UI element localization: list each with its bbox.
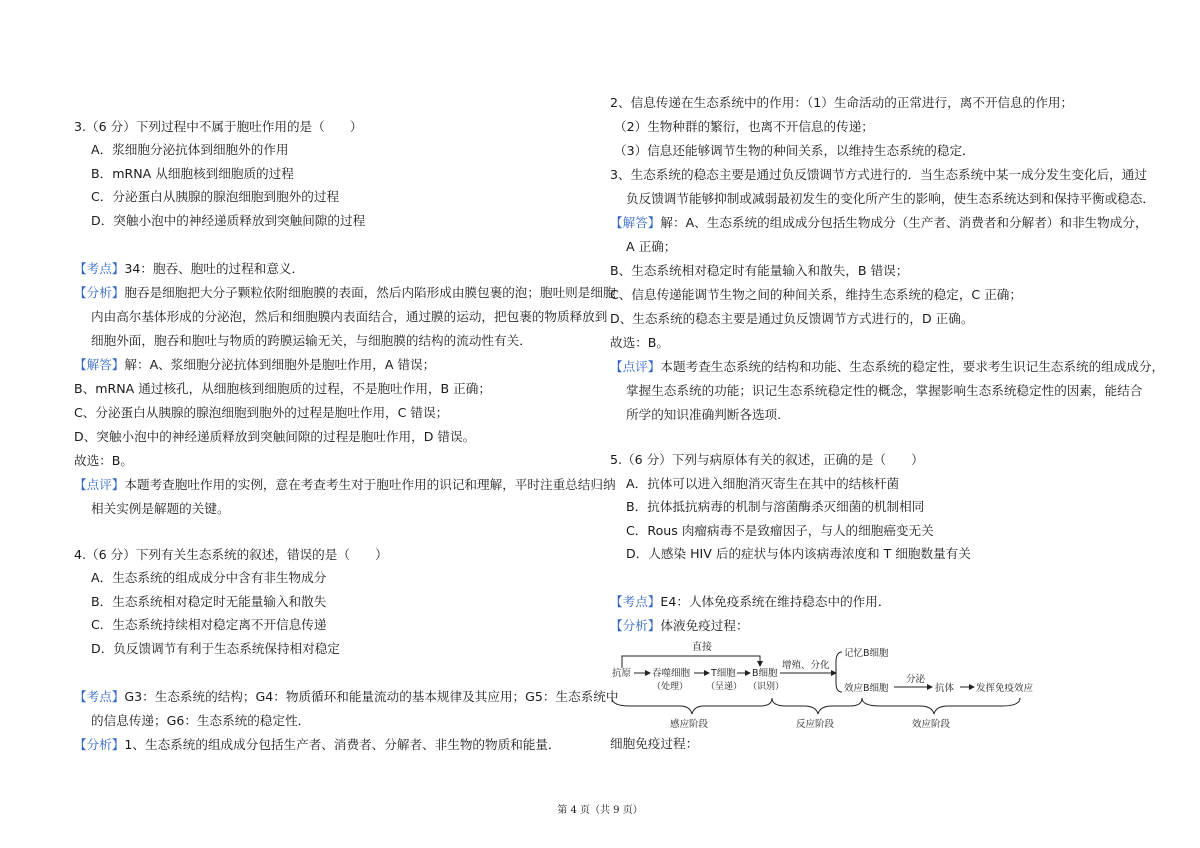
q4-jieda-b: B、生态系统相对稳定时有能量输入和散失，B 错误； (610, 263, 909, 278)
kaodian-tag: 【考点】 (74, 261, 125, 276)
q3-stem: 3.（6 分）下列过程中不属于胞吐作用的是（ ） (74, 119, 363, 134)
q4-fenxi-3: 3、生态系统的稳态主要是通过负反馈调节方式进行的．当生态系统中某一成分发生变化后，通过 (610, 167, 1147, 182)
q5-stem: 5.（6 分）下列与病原体有关的叙述，正确的是（ ） (610, 452, 924, 467)
q4-dianping-line2: 掌握生态系统的功能；识记生态系统稳定性的概念，掌握影响生态系统稳定性的因素，能结合 (626, 383, 1143, 398)
q5-option-b: B．抗体抵抗病毒的机制与溶菌酶杀灭细菌的机制相同 (626, 499, 925, 514)
fenxi-tag: 【分析】 (74, 285, 125, 300)
q4-fenxi: 【分析】1、生态系统的组成成分包括生产者、消费者、分解者、非生物的物质和能量． (74, 737, 561, 752)
diagram-bcell: B细胞 (752, 668, 778, 679)
dianping-tag: 【点评】 (74, 477, 125, 492)
q5-option-a: A．抗体可以进入细胞消灭寄生在其中的结核杆菌 (626, 476, 900, 491)
diagram-effector-bcell: 效应B细胞 (844, 683, 889, 694)
diagram-bcell-sub: （识别） (748, 682, 785, 692)
diagram-memory-bcell: 记忆B细胞 (844, 648, 889, 659)
diagram-tcell: T细胞 (711, 668, 736, 679)
q5-option-c: C．Rous 肉瘤病毒不是致瘤因子，与人的细胞癌变无关 (626, 523, 934, 538)
diagram-antibody: 抗体 (935, 683, 955, 694)
q3-option-b: B．mRNA 从细胞核到细胞质的过程 (91, 166, 294, 181)
diagram-secrete: 分泌 (906, 674, 926, 685)
jieda-tag: 【解答】 (74, 357, 125, 372)
q5-kaodian: 【考点】E4：人体免疫系统在维持稳态中的作用． (610, 594, 891, 609)
q3-jieda-c: C、分泌蛋白从胰腺的腺泡细胞到胞外的过程是胞吐作用，C 错误； (74, 405, 449, 420)
q4-fenxi-2-2: （3）信息还能够调节生物的种间关系，以维持生态系统的稳定． (614, 143, 975, 158)
q3-dianping-line2: 相关实例是解题的关键。 (91, 501, 230, 516)
fenxi-tag: 【分析】 (610, 618, 661, 633)
q4-answer: 故选：B。 (610, 335, 670, 350)
dianping-tag: 【点评】 (610, 359, 661, 374)
q4-kaodian: 【考点】G3：生态系统的结构；G4：物质循环和能量流动的基本规律及其应用；G5：生态系统中 (74, 689, 619, 704)
q3-kaodian: 【考点】34：胞吞、胞吐的过程和意义． (74, 261, 305, 276)
q4-fenxi-2-1: （2）生物种群的繁衍，也离不开信息的传递； (614, 119, 874, 134)
diagram-phagocyte-sub: （处理） (652, 682, 689, 692)
q4-option-d: D．负反馈调节有利于生态系统保持相对稳定 (91, 641, 340, 656)
q3-dianping: 【点评】本题考查胞吐作用的实例，意在考查考生对于胞吐作用的识记和理解，平时注重总结归纳 (74, 477, 616, 492)
q4-option-a: A．生态系统的组成成分中含有非生物成分 (91, 570, 327, 585)
humoral-immunity-diagram (610, 640, 1046, 732)
diagram-stage-effect: 效应阶段 (912, 719, 951, 730)
q4-jieda-a: A 正确； (626, 239, 677, 254)
q4-option-c: C．生态系统持续相对稳定离不开信息传递 (91, 617, 327, 632)
diagram-tcell-sub: （呈递） (706, 682, 743, 692)
q5-option-d: D．人感染 HIV 后的症状与体内该病毒浓度和 T 细胞数量有关 (626, 546, 971, 561)
q3-answer: 故选：B。 (74, 453, 134, 468)
q4-dianping-line3: 所学的知识准确判断各选项. (626, 407, 782, 422)
q3-fenxi-line2: 内由高尔基体形成的分泌泡，然后和细胞膜内表面结合，通过膜的运动，把包裹的物质释放到 (91, 309, 608, 324)
q4-jieda-d: D、生态系统的稳态主要是通过负反馈调节方式进行的，D 正确。 (610, 311, 974, 326)
diagram-effect: 发挥免疫效应 (976, 683, 1034, 694)
q3-fenxi: 【分析】胞吞是细胞把大分子颗粒依附细胞膜的表面，然后内陷形成由膜包裹的泡；胞吐则是细胞 (74, 285, 616, 300)
q4-dianping: 【点评】本题考查生态系统的结构和功能、生态系统的稳定性，要求考生识记生态系统的组成成分， (610, 359, 1165, 374)
diagram-proliferate: 增殖、分化 (782, 660, 830, 671)
kaodian-tag: 【考点】 (610, 594, 661, 609)
q3-fenxi-line3: 细胞外面，胞吞和胞吐与物质的跨膜运输无关，与细胞膜的结构的流动性有关． (91, 333, 532, 348)
q3-jieda: 【解答】解：A、浆细胞分泌抗体到细胞外是胞吐作用，A 错误； (74, 357, 436, 372)
jieda-tag: 【解答】 (610, 215, 661, 230)
diagram-stage-sensing: 感应阶段 (670, 719, 709, 730)
q5-fenxi: 【分析】体液免疫过程： (610, 618, 749, 633)
q4-jieda-c: C、信息传递能调节生物之间的种间关系，维持生态系统的稳定，C 正确； (610, 287, 1022, 302)
q3-option-d: D．突触小泡中的神经递质释放到突触间隙的过程 (91, 213, 366, 228)
q4-option-b: B．生态系统相对稳定时无能量输入和散失 (91, 594, 327, 609)
q3-jieda-d: D、突触小泡中的神经递质释放到突触间隙的过程是胞吐作用，D 错误。 (74, 429, 476, 444)
q4-fenxi-2: 2、信息传递在生态系统中的作用：（1）生命活动的正常进行，离不开信息的作用； (610, 95, 1074, 110)
q4-jieda: 【解答】解：A、生态系统的组成成分包括生物成分（生产者、消费者和分解者）和非生物成分， (610, 215, 1148, 230)
q3-option-a: A．浆细胞分泌抗体到细胞外的作用 (91, 142, 289, 157)
diagram-direct-label: 直接 (692, 642, 712, 653)
fenxi-tag: 【分析】 (74, 737, 125, 752)
page-footer: 第 4 页（共 9 页） (557, 805, 643, 816)
q5-cell-immunity: 细胞免疫过程： (610, 736, 699, 751)
q4-kaodian-line2: 的信息传递；G6：生态系统的稳定性． (91, 713, 311, 728)
q3-jieda-b: B、mRNA 通过核孔，从细胞核到细胞质的过程，不是胞吐作用，B 正确； (74, 381, 491, 396)
diagram-stage-reaction: 反应阶段 (796, 719, 835, 730)
q4-stem: 4.（6 分）下列有关生态系统的叙述，错误的是（ ） (74, 547, 388, 562)
diagram-phagocyte: 吞噬细胞 (652, 668, 691, 679)
q3-option-c: C．分泌蛋白从胰腺的腺泡细胞到胞外的过程 (91, 189, 340, 204)
q4-fenxi-3-line2: 负反馈调节能够抑制或减弱最初发生的变化所产生的影响，使生态系统达到和保持平衡或稳态． (626, 191, 1155, 206)
kaodian-tag: 【考点】 (74, 689, 125, 704)
diagram-antigen: 抗原 (612, 668, 632, 679)
